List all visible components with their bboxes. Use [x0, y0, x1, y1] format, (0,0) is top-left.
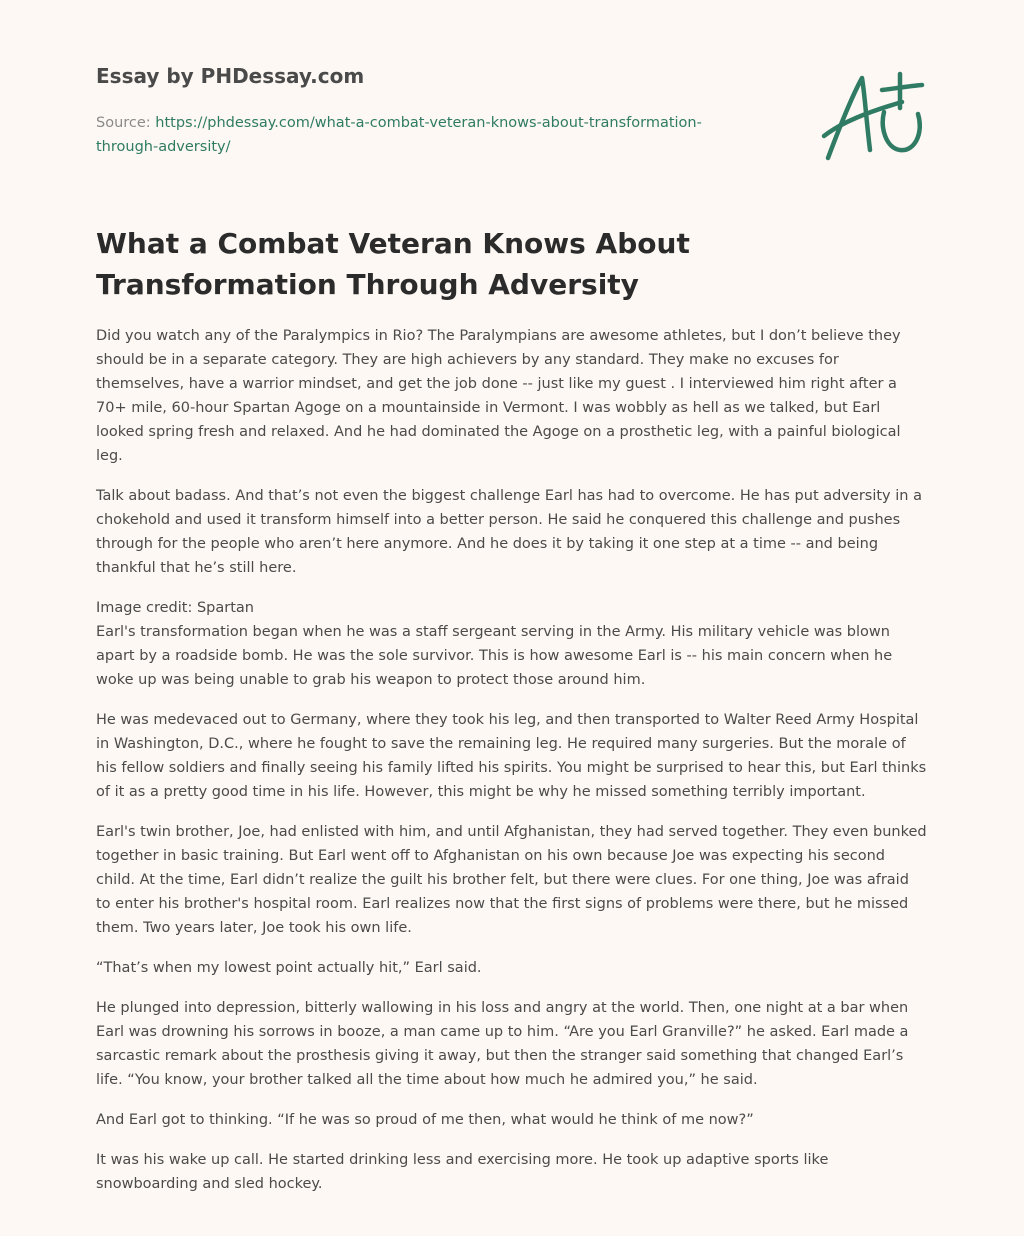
article-body: [96, 324, 928, 1212]
article-title: What a Combat Veteran Knows About Transformation Through Adversity: [96, 227, 690, 301]
image-credit: Image credit: Spartan: [96, 600, 254, 616]
site-title: Essay by PHDessay.com: [96, 64, 365, 88]
source-link[interactable]: https://phdessay.com/what-a-combat-veteran-knows-about-transformation-through-adversity/: [96, 115, 702, 155]
paragraph: He plunged into depression, bitterly wallowing in his loss and angry at the world. Then, one night at a bar when Earl was drowning his sorrows in booze, a man came up to him. “Are you Earl Granville?” he asked. Earl made a sarcastic remark about the prosthesis giving it away, but then the stranger said something that changed Earl’s life. “You know, your brother talked all the time about how much he admired you,” he said.: [96, 1000, 909, 1088]
paragraph: Earl's transformation began when he was a staff sergeant serving in the Army. His military vehicle was blown apart by a roadside bomb. He was the sole survivor. This is how awesome Earl is -- his main concern when he woke up was being unable to grab his weapon to protect those around him.: [96, 624, 893, 688]
paragraph: And Earl got to thinking. “If he was so proud of me then, what would he think of me now?”: [96, 1112, 754, 1128]
paragraph: It was his wake up call. He started drinking less and exercising more. He took up adaptive sports like snowboarding and sled hockey.: [96, 1152, 829, 1192]
paragraph: Earl's twin brother, Joe, had enlisted with him, and until Afghanistan, they had served together. They even bunked together in basic training. But Earl went off to Afghanistan on his own because Joe was expecting his second child. At the time, Earl didn’t realize the guilt his brother felt, but there were clues. For one thing, Joe was afraid to enter his brother's hospital room. Earl realizes now that the first signs of problems were there, but he missed them. Two years later, Joe took his own life.: [96, 824, 927, 936]
paragraph: Talk about badass. And that’s not even the biggest challenge Earl has had to overcome. He has put adversity in a chokehold and used it transform himself into a better person. He said he conquered this challenge and pushes through for the people who aren’t here anymore. And he does it by taking it one step at a time -- and being thankful that he’s still here.: [96, 488, 922, 576]
a-plus-logo-icon: [818, 66, 928, 166]
source-label: Source:: [96, 115, 156, 131]
quote-paragraph: “That’s when my lowest point actually hit,” Earl said.: [96, 960, 482, 976]
source-line: [96, 111, 756, 159]
paragraph: Did you watch any of the Paralympics in Rio? The Paralympians are awesome athletes, but I don’t believe they should be in a separate category. They are high achievers by any standard. They make no excuses for themselves, have a warrior mindset, and get the job done -- just like my guest . I interviewed him right after a 70+ mile, 60-hour Spartan Agoge on a mountainside in Vermont. I was wobbly as hell as we talked, but Earl looked spring fresh and relaxed. And he had dominated the Agoge on a prosthetic leg, with a painful biological leg.: [96, 328, 901, 464]
paragraph: He was medevaced out to Germany, where they took his leg, and then transported to Walter Reed Army Hospital in Washington, D.C., where he fought to save the remaining leg. He required many surgeries. But the morale of his fellow soldiers and finally seeing his family lifted his spirits. You might be surprised to hear this, but Earl thinks of it as a pretty good time in his life. However, this might be why he missed something terribly important.: [96, 712, 927, 800]
